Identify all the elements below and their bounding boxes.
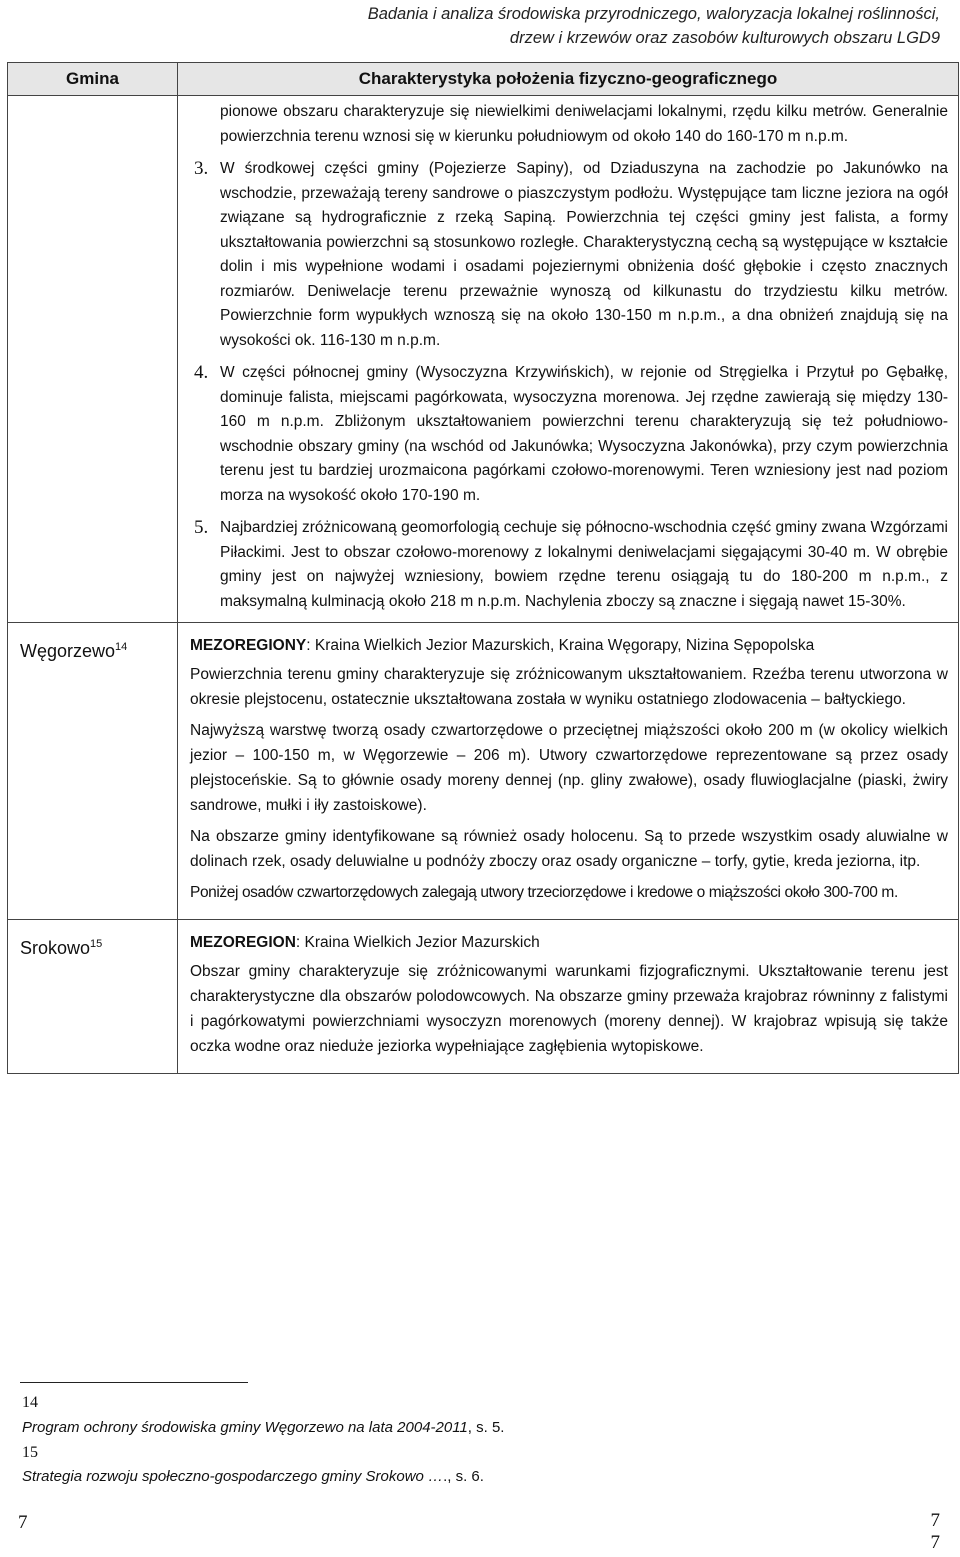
- page-number-right: 7: [930, 1510, 940, 1531]
- paragraph: Powierzchnia terenu gminy charakteryzuje się zróżnicowanym ukształtowaniem. Rzeźba terenu utworzona w okresie plejstocenu, ostatecznie ukształtowana została w wyniku ostatniego zlodowacenia – bałtyckiego.: [190, 666, 948, 708]
- table-row-wegorzewo: [8, 623, 959, 920]
- mezoregion-label: MEZOREGIONY: [190, 637, 307, 654]
- footnote-text: [22, 1419, 504, 1436]
- mezoregion-label: MEZOREGION: [190, 934, 296, 951]
- list-item-number: 5.: [194, 517, 209, 538]
- list-item: [188, 361, 948, 508]
- footnote-suffix: , s. 5.: [467, 1419, 505, 1436]
- list-item-text: Najbardziej zróżnicowaną geomorfologią cechuje się północno-wschodnia część gminy zwana Wzgórzami Piłackimi. Jest to obszar czołowo-morenowy z lokalnymi deniwelacjami sięgającymi 30-40 m. W obrębie gminy jest on najwyżej wzniesiony, bowiem rzędne terenu osiągają tu do 180-200 m n.p.m., z maksymalną kulminacją około 218 m n.p.m. Nachylenia zboczy są znaczne i sięgają nawet 15-30%.: [220, 519, 948, 610]
- paragraph: Najwyższą warstwę tworzą osady czwartorzędowe o przeciętnej miąższości około 200 m (w okolicy wielkich jezior – 100-150 m, w Węgorzewie – 206 m). Utwory czwartorzędowe reprezentowane są przez osady plejstoceńskie. Są to głównie osady moreny dennej (np. gliny zwałowe), osady fluwioglacjalne (piaski, żwiry sandrowe, mułki i iły zastoiskowe).: [190, 722, 948, 814]
- list-item: [188, 157, 948, 353]
- mezoregion-text: : Kraina Wielkich Jezior Mazurskich: [295, 934, 540, 951]
- header-line-2: drzew i krzewów oraz zasobów kulturowych obszaru LGD9: [509, 29, 940, 47]
- table-header-row: [8, 63, 959, 96]
- characteristics-cell-wegorzewo: [178, 623, 959, 920]
- list-item-number: 4.: [194, 362, 209, 383]
- footnote-title: Program ochrony środowiska gminy Węgorzewo na lata 2004-2011: [22, 1419, 468, 1436]
- paragraph: Poniżej osadów czwartorzędowych zalegają utwory trzeciorzędowe i kredowe o miąższości około 300-700 m.: [190, 884, 898, 901]
- footnote-divider: [20, 1382, 248, 1383]
- gmina-name: Srokowo: [20, 938, 91, 958]
- list-item-number: 3.: [194, 158, 209, 179]
- table-row-srokowo: [8, 920, 959, 1074]
- numbered-list: [188, 157, 948, 614]
- footnote-ref: 15: [90, 938, 103, 950]
- mezoregion-line: [190, 930, 948, 955]
- intro-paragraph: pionowe obszaru charakteryzuje się niewielkimi deniwelacjami lokalnymi, rzędu kilku metrów. Generalnie powierzchnia terenu wznosi się w kierunku południowym od około 140 do 160-170 m n.p.m.: [220, 103, 948, 145]
- column-header-gmina: Gmina: [8, 63, 178, 96]
- paragraph: Na obszarze gminy identyfikowane są również osady holocenu. Są to przede wszystkim osady aluwialne w dolinach rzek, osady deluwialne u podnóży zboczy oraz osady organiczne – torfy, gytie, kreda jeziorna, itp.: [190, 828, 948, 870]
- list-item: [188, 516, 948, 614]
- table-row: [8, 96, 959, 623]
- gmina-cell-wegorzewo: [8, 623, 178, 920]
- list-item-text: W części północnej gminy (Wysoczyzna Krzywińskich), w rejonie od Stręgielka i Przytuł po Gębałkę, dominuje falista, miejscami pagórkowata, wysoczyzna morenowa. Jej rzędne zawierają się między 130-160 m n.p.m. Zbliżonym ukształtowaniem powierzchni terenu charakteryzują się też południowo-wschodnie obszary gminy (na wschód od Jakunówka; Wysoczyzna Jakonówka), przy czym powierzchnia terenu jest tu bardziej urozmaicona pagórkami czołowo-morenowymi. Teren wzniesiony jest nad poziom morza na wysokość około 170-190 m.: [220, 364, 948, 504]
- page-number-left: 7: [18, 1512, 28, 1533]
- mezoregion-text: : Kraina Wielkich Jezior Mazurskich, Kraina Węgorapy, Nizina Sępopolska: [306, 637, 815, 654]
- characteristics-table: [7, 62, 959, 1074]
- characteristics-cell-srokowo: [178, 920, 959, 1074]
- footnote-suffix: ., s. 6.: [443, 1468, 484, 1485]
- footnote-title: Strategia rozwoju społeczno-gospodarczego gminy Srokowo …: [22, 1468, 444, 1485]
- footnote-text: [22, 1468, 484, 1485]
- continuation-cell: [178, 96, 959, 623]
- gmina-cell-empty: [8, 96, 178, 623]
- header-line-1: Badania i analiza środowiska przyrodniczego, waloryzacja lokalnej roślinności,: [367, 5, 940, 23]
- paragraph: Obszar gminy charakteryzuje się zróżnicowanymi warunkami fizjograficznymi. Ukształtowanie terenu jest charakterystyczne dla obszarów polodowcowych. Na obszarze gminy przeważa krajobraz równinny z falistymi i pagórkowatymi powierzchniami wysoczyzn morenowych (moreny dennej). W krajobraz wpisują się także oczka wodne oraz nieduże jeziorka wypełniające zagłębienia wytopiskowe.: [190, 963, 948, 1055]
- document-header: [220, 2, 940, 50]
- mezoregion-line: [190, 633, 948, 658]
- list-item-text: W środkowej części gminy (Pojezierze Sapiny), od Dziaduszyna na zachodzie po Jakunówko na wschodzie, przeważają tereny sandrowe o piaszczystym podłożu. Występujące tam liczne jeziora na ogół związane są hydrograficznie z rzeką Sapiną. Powierzchnia tej części gminy jest falista, a formy ukształtowania powierzchni są stosunkowo rozległe. Charakterystyczną cechą są występujące w kształcie dolin i mis wypełnione wodami i osadami pojeziernymi obniżenia dość głębokie i często znacznych rozmiarów. Deniwelacje terenu przeważnie wynoszą od kilkunastu do trzydziestu kilku metrów. Powierzchnie form wypukłych wznoszą się na około 130-150 m n.p.m., a dna obniżeń znajdują się na wysokości ok. 116-130 m n.p.m.: [220, 160, 948, 349]
- column-header-characteristics: Charakterystyka położenia fizyczno-geograficznego: [178, 63, 959, 96]
- footnote-number: 14: [22, 1394, 38, 1411]
- footnote-number: 15: [22, 1444, 38, 1461]
- page-number-right-2: 7: [930, 1532, 940, 1553]
- gmina-cell-srokowo: [8, 920, 178, 1074]
- footnote-ref: 14: [115, 641, 128, 653]
- gmina-name: Węgorzewo: [20, 641, 116, 661]
